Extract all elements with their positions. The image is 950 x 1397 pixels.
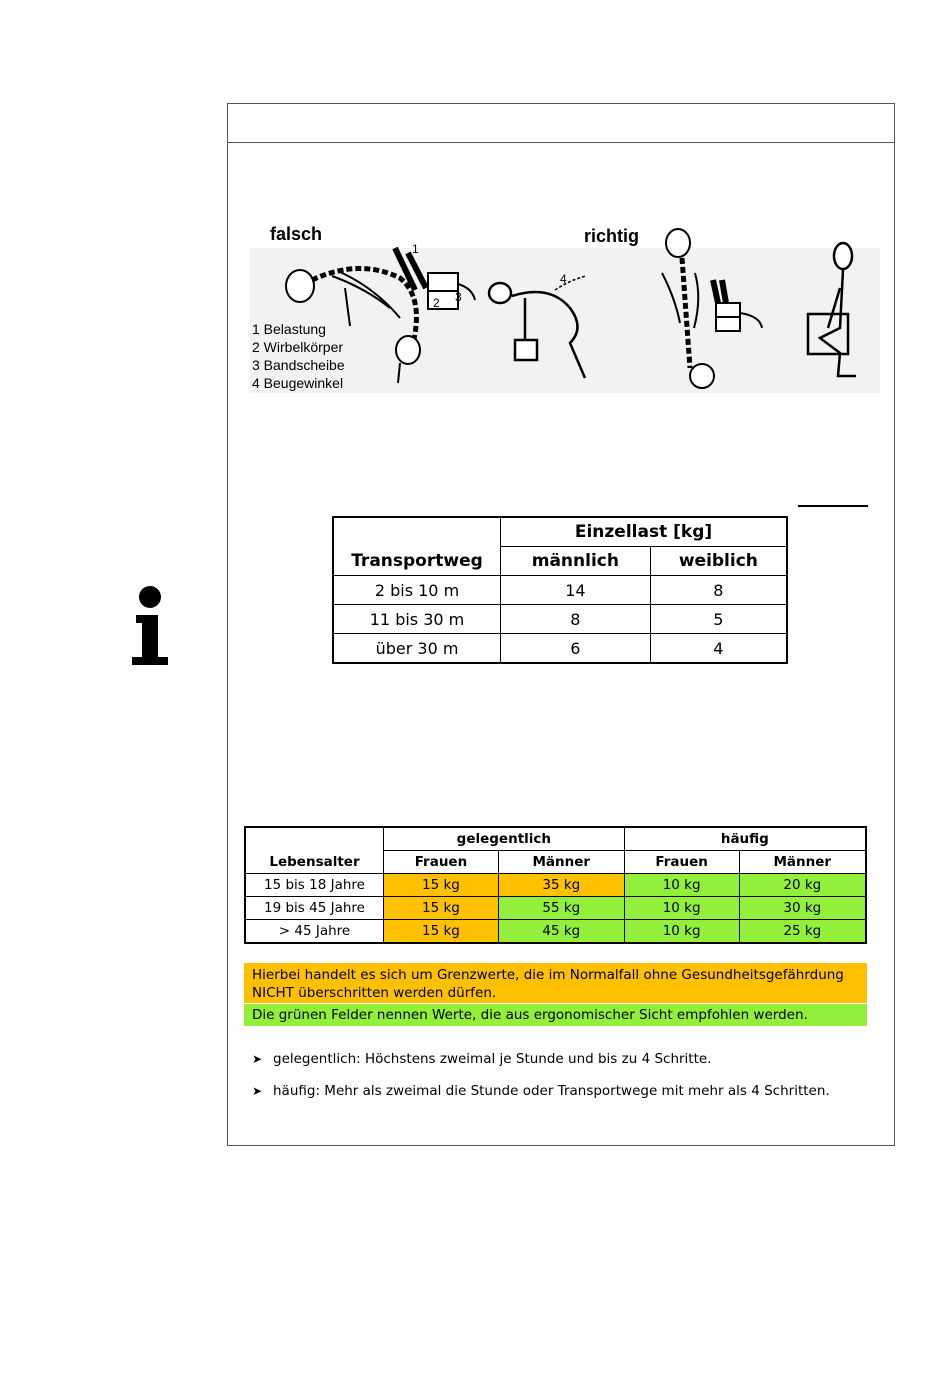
cell-frequent-women: 10 kg (624, 874, 739, 897)
header-age: Lebensalter (245, 827, 384, 874)
cell-occasional-women: 15 kg (384, 897, 499, 920)
label-right: richtig (584, 226, 640, 246)
definition-text: gelegentlich: Höchstens zweimal je Stunde und bis zu 4 Schritte. (273, 1051, 712, 1067)
arrow-bullet-icon: ➤ (252, 1052, 263, 1066)
cell-frequent-women: 10 kg (624, 897, 739, 920)
frame-header (228, 104, 894, 143)
label-wrong: falsch (270, 224, 323, 244)
header-women: Frauen (384, 851, 499, 874)
cell-age: > 45 Jahre (245, 920, 384, 944)
legend-item: 4 Beugewinkel (252, 375, 344, 391)
table-row (245, 920, 866, 944)
legend-list (252, 320, 345, 392)
cell-female: 4 (650, 634, 787, 664)
callout-1: 1 (412, 242, 419, 256)
cell-frequent-men: 30 kg (739, 897, 866, 920)
cell-distance: 2 bis 10 m (333, 576, 501, 605)
cell-male: 6 (501, 634, 651, 664)
cell-occasional-men: 35 kg (498, 874, 624, 897)
cell-occasional-men: 55 kg (498, 897, 624, 920)
cell-male: 14 (501, 576, 651, 605)
note-limit-values: Hierbei handelt es sich um Grenzwerte, die im Normalfall ohne Gesundheitsgefährdung NICHT überschritten werden dürfen. (244, 963, 867, 1003)
table-row (333, 576, 787, 605)
table-row (245, 897, 866, 920)
lifting-posture-illustration (250, 218, 880, 398)
table-row (333, 634, 787, 664)
cell-frequent-men: 20 kg (739, 874, 866, 897)
header-transport: Transportweg (333, 517, 501, 576)
callout-4: 4 (560, 272, 567, 286)
list-item (252, 1082, 852, 1100)
list-item (252, 1050, 852, 1068)
header-single-load: Einzellast [kg] (501, 517, 788, 547)
cell-age: 15 bis 18 Jahre (245, 874, 384, 897)
legend-item: 2 Wirbelkörper (252, 339, 344, 355)
arrow-bullet-icon: ➤ (252, 1084, 263, 1098)
header-male: männlich (501, 547, 651, 576)
cell-distance: über 30 m (333, 634, 501, 664)
legend-item: 1 Belastung (252, 321, 326, 337)
header-men: Männer (739, 851, 866, 874)
table-row (333, 605, 787, 634)
definition-list (252, 1050, 852, 1114)
header-occasional: gelegentlich (384, 827, 625, 851)
table-row (245, 874, 866, 897)
callout-3: 3 (455, 290, 462, 304)
cell-occasional-women: 15 kg (384, 920, 499, 944)
divider-line (798, 505, 868, 507)
cell-age: 19 bis 45 Jahre (245, 897, 384, 920)
definition-text: häufig: Mehr als zweimal die Stunde oder Transportwege mit mehr als 4 Schritten. (273, 1083, 830, 1099)
cell-frequent-men: 25 kg (739, 920, 866, 944)
info-icon (128, 585, 176, 667)
age-load-table (244, 826, 867, 944)
cell-occasional-women: 15 kg (384, 874, 499, 897)
cell-occasional-men: 45 kg (498, 920, 624, 944)
header-men: Männer (498, 851, 624, 874)
transport-load-table (332, 516, 788, 664)
callout-2: 2 (433, 296, 440, 310)
note-recommended-values: Die grünen Felder nennen Werte, die aus ergonomischer Sicht empfohlen werden. (244, 1004, 867, 1026)
cell-male: 8 (501, 605, 651, 634)
cell-frequent-women: 10 kg (624, 920, 739, 944)
header-women: Frauen (624, 851, 739, 874)
header-frequent: häufig (624, 827, 866, 851)
cell-female: 5 (650, 605, 787, 634)
legend-item: 3 Bandscheibe (252, 357, 345, 373)
cell-female: 8 (650, 576, 787, 605)
header-female: weiblich (650, 547, 787, 576)
cell-distance: 11 bis 30 m (333, 605, 501, 634)
